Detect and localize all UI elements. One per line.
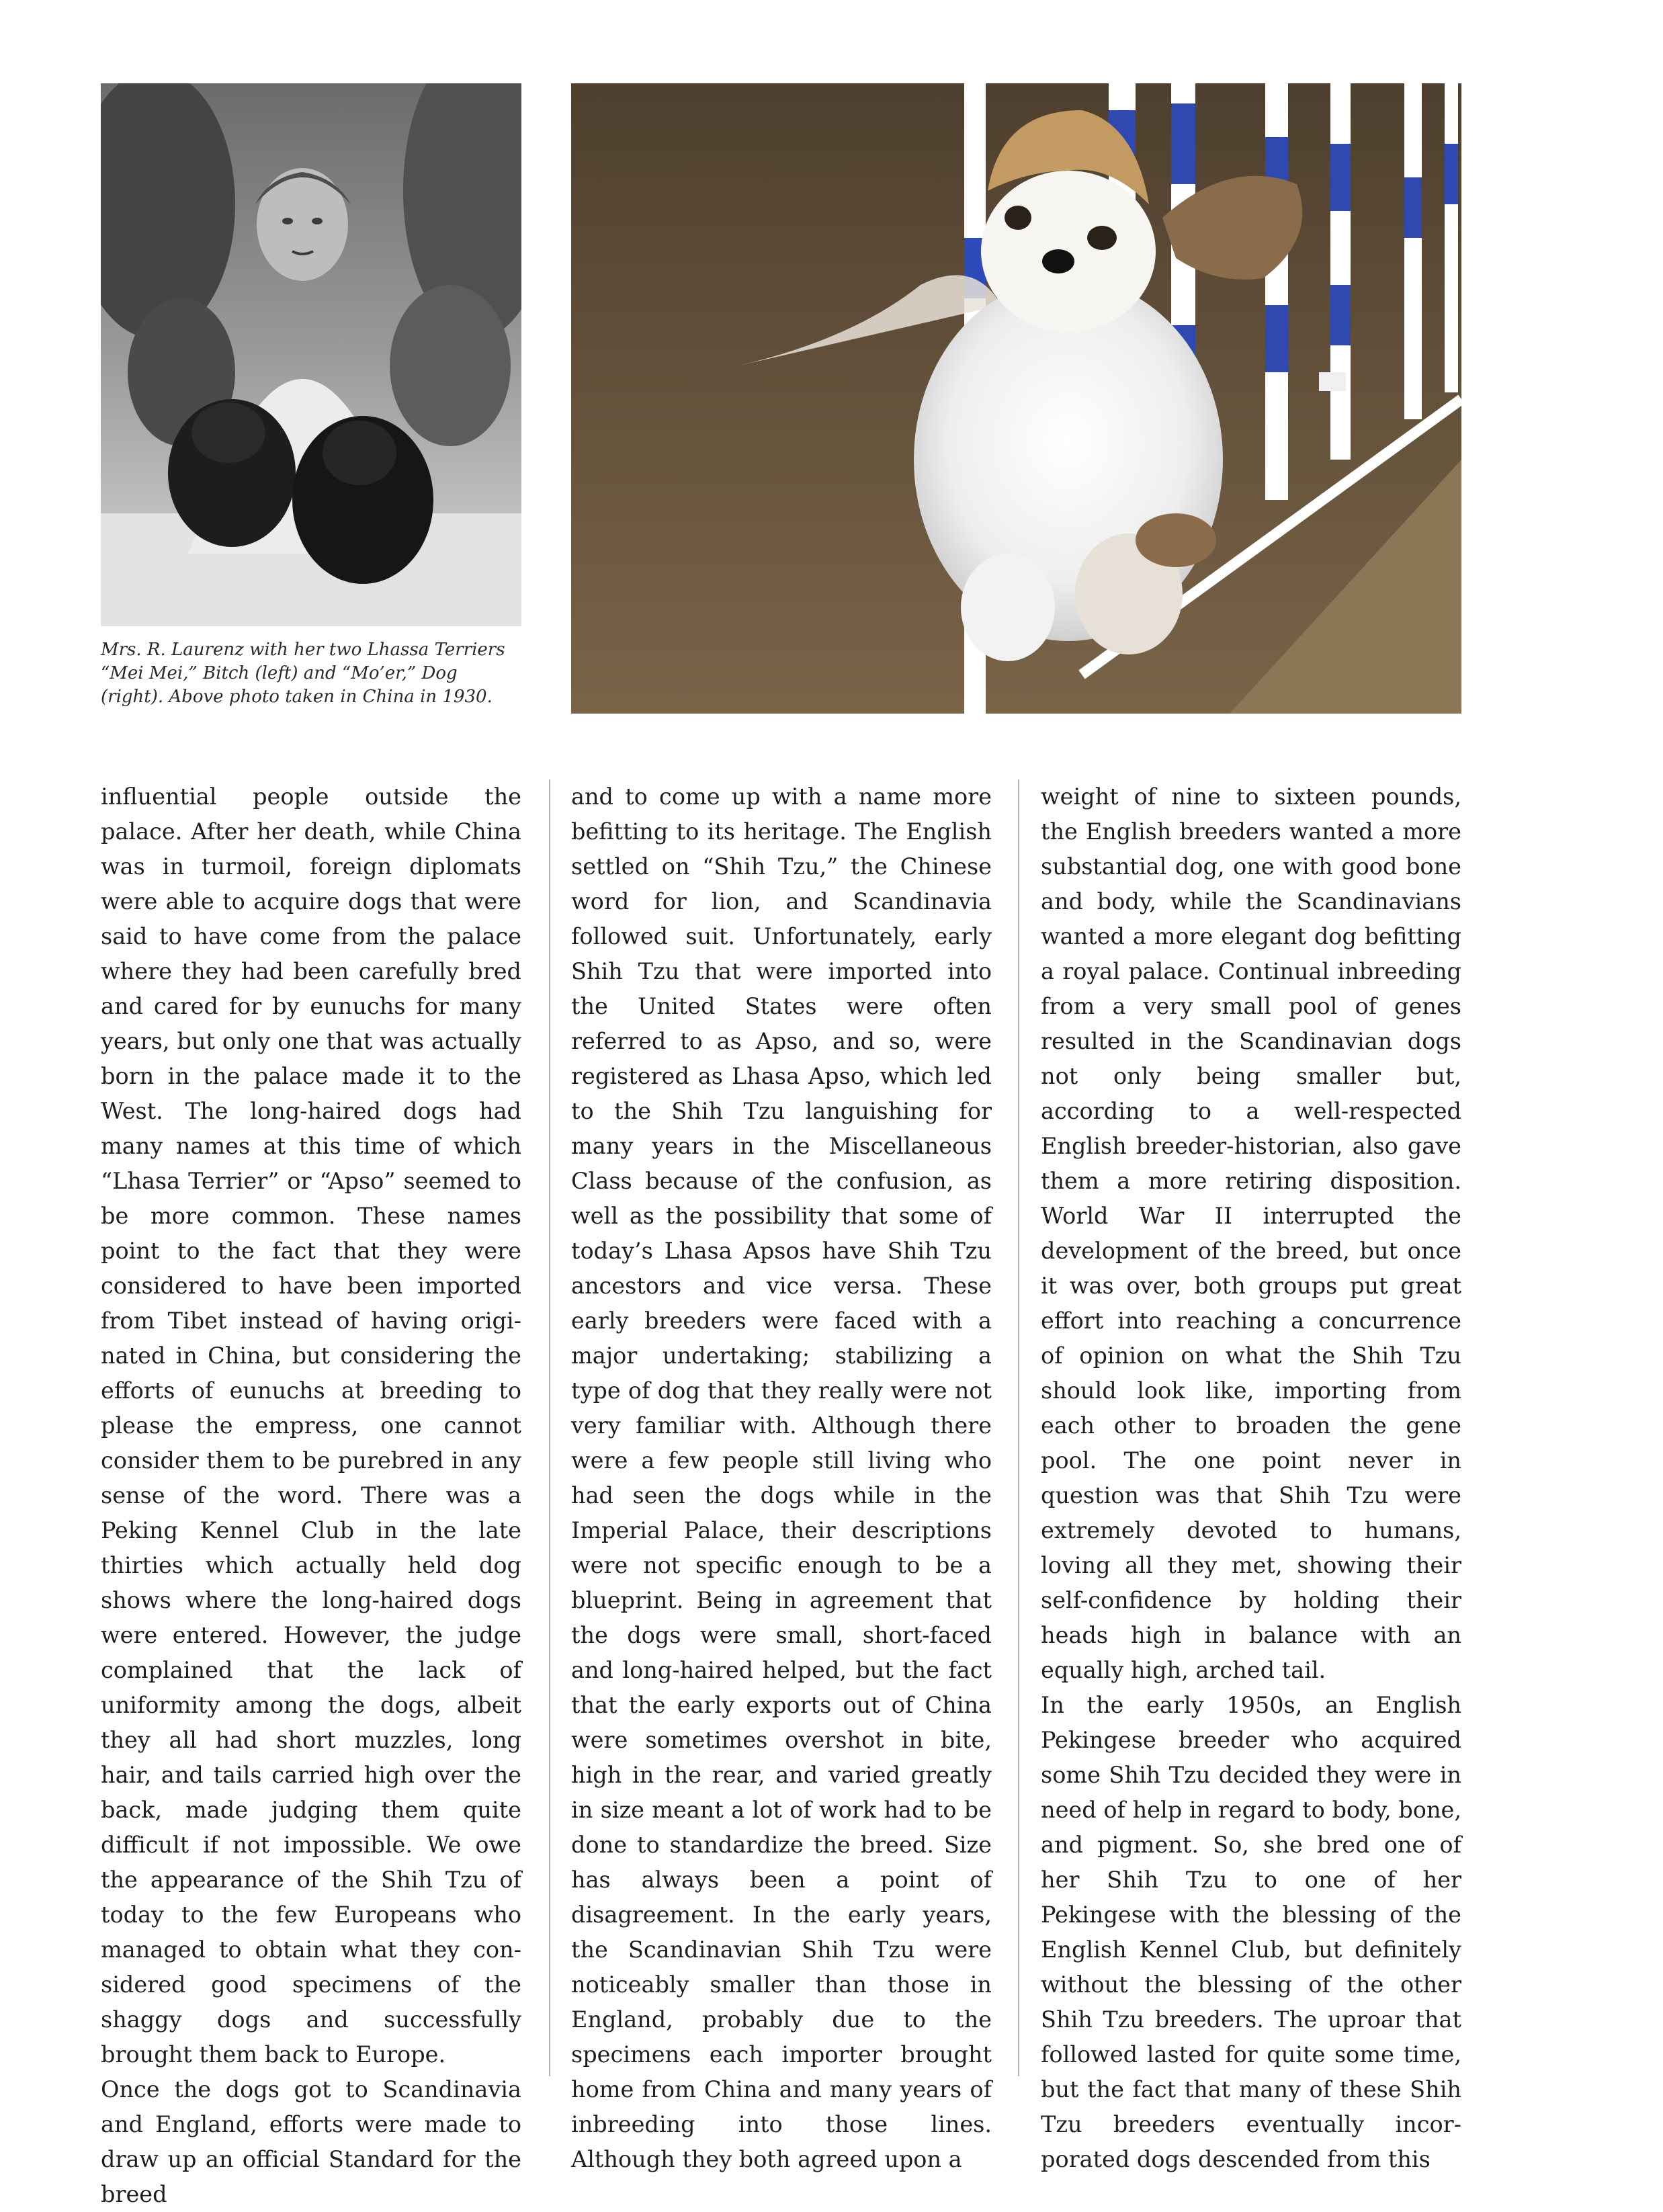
body-paragraph: influential people outside the palace. After her death, while China was in turmoil, foreign diplomats were able to acquire dogs that were said to have come from the palace where they had been carefully bred and cared for by eunuchs for many years, but only one that was actually born in the palace made it to the West. The long-haired dogs had many names at this time of which “Lhasa Terrier” or “Apso” seemed to be more common. These names point to the fact that they were considered to have been imported from Tibet instead of having originated in China, but considering the efforts of eunuchs at breeding to please the empress, one cannot consider them to be purebred in any sense of the word. There was a Peking Kennel Club in the late thirties which actually held dog shows where the long-haired dogs were entered. However, the judge complained that the lack of uniformity among the dogs, albeit they all had short muzzles, long hair, and tails carried high over the back, made judging them quite difficult if not impossible. We owe the appearance of the Shih Tzu of today to the few Europeans who managed to obtain what they considered good specimens of the shaggy dogs and successfully brought them back to Europe. [101,783,521,2068]
body-paragraph: and to come up with a name more befitting to its heritage. The English settled on “Shih Tzu,” the Chinese word for lion, and Scandinavia followed suit. Unfortunately, early Shih Tzu that were imported into the United States were often referred to as Apso, and so, were registered as Lhasa Apso, which led to the Shih Tzu languishing for many years in the Miscellaneous Class because of the confusion, as well as the possibility that some of today’s Lhasa Apsos have Shih Tzu ancestors and vice versa. These early breeders were faced with a major undertaking; stabilizing a type of dog that they really were not very familiar with. Although there were a few people still living who had seen the dogs while in the Imperial Palace, their descriptions were not specific enough to be a blueprint. Being in agreement that the dogs were small, short-faced and long-haired helped, but the fact that the early exports out of China were sometimes overshot in bite, high in the rear, and varied greatly in size meant a lot of work had to be done to standardize the breed. Size has always been a point of disagreement. In the early years, the Scandinavian Shih Tzu were noticeably smaller than those in England, probably due to the specimens each importer brought home from China and many years of inbreeding into those lines. Although they both agreed upon a [571,783,992,2172]
agility-photo-illustration [571,83,1461,714]
article-column-3 [1041,779,1461,2172]
historical-photo [101,83,521,626]
agility-photo [571,83,1461,714]
historical-photo-illustration [101,83,521,626]
column-divider [549,779,550,2076]
body-paragraph: weight of nine to sixteen pounds, the English breeders wanted a more substantial dog, one with good bone and body, while the Scandinavians wanted a more elegant dog befitting a royal palace. Continual inbreeding from a very small pool of genes resulted in the Scandinavian dogs not only being smaller but, according to a well-respected English breeder-historian, also gave them a more retiring disposition. World War II interrupted the development of the breed, but once it was over, both groups put great effort into reaching a concurrence of opinion on what the Shih Tzu should look like, importing from each other to broaden the gene pool. The one point never in question was that Shih Tzu were extremely devoted to humans, loving all they met, showing their self-confidence by holding their heads high in balance with an equally high, arched tail. [1041,783,1461,1683]
photo-caption [101,638,531,709]
column-divider [1018,779,1019,2076]
body-paragraph: Once the dogs got to Scandinavia and England, efforts were made to draw up an official Standard for the breed [101,2076,521,2207]
caption-line: Mrs. R. Laurenz with her two Lhassa Terriers [101,640,505,660]
article-column-1 [101,779,521,2207]
caption-line: “Mei Mei,” Bitch (left) and “Mo’er,” Dog [101,663,458,683]
article-column-2 [571,779,992,2172]
body-paragraph: In the early 1950s, an English Pekingese breeder who acquired some Shih Tzu decided they were in need of help in regard to body, bone, and pigment. So, she bred one of her Shih Tzu to one of her Pekingese with the blessing of the English Kennel Club, but definitely without the blessing of the other Shih Tzu breeders. The uproar that followed lasted for quite some time, but the fact that many of these Shih Tzu breeders eventually incorporated dogs descended from this [1041,1692,1461,2172]
caption-line: (right). Above photo taken in China in 1930. [101,687,493,707]
